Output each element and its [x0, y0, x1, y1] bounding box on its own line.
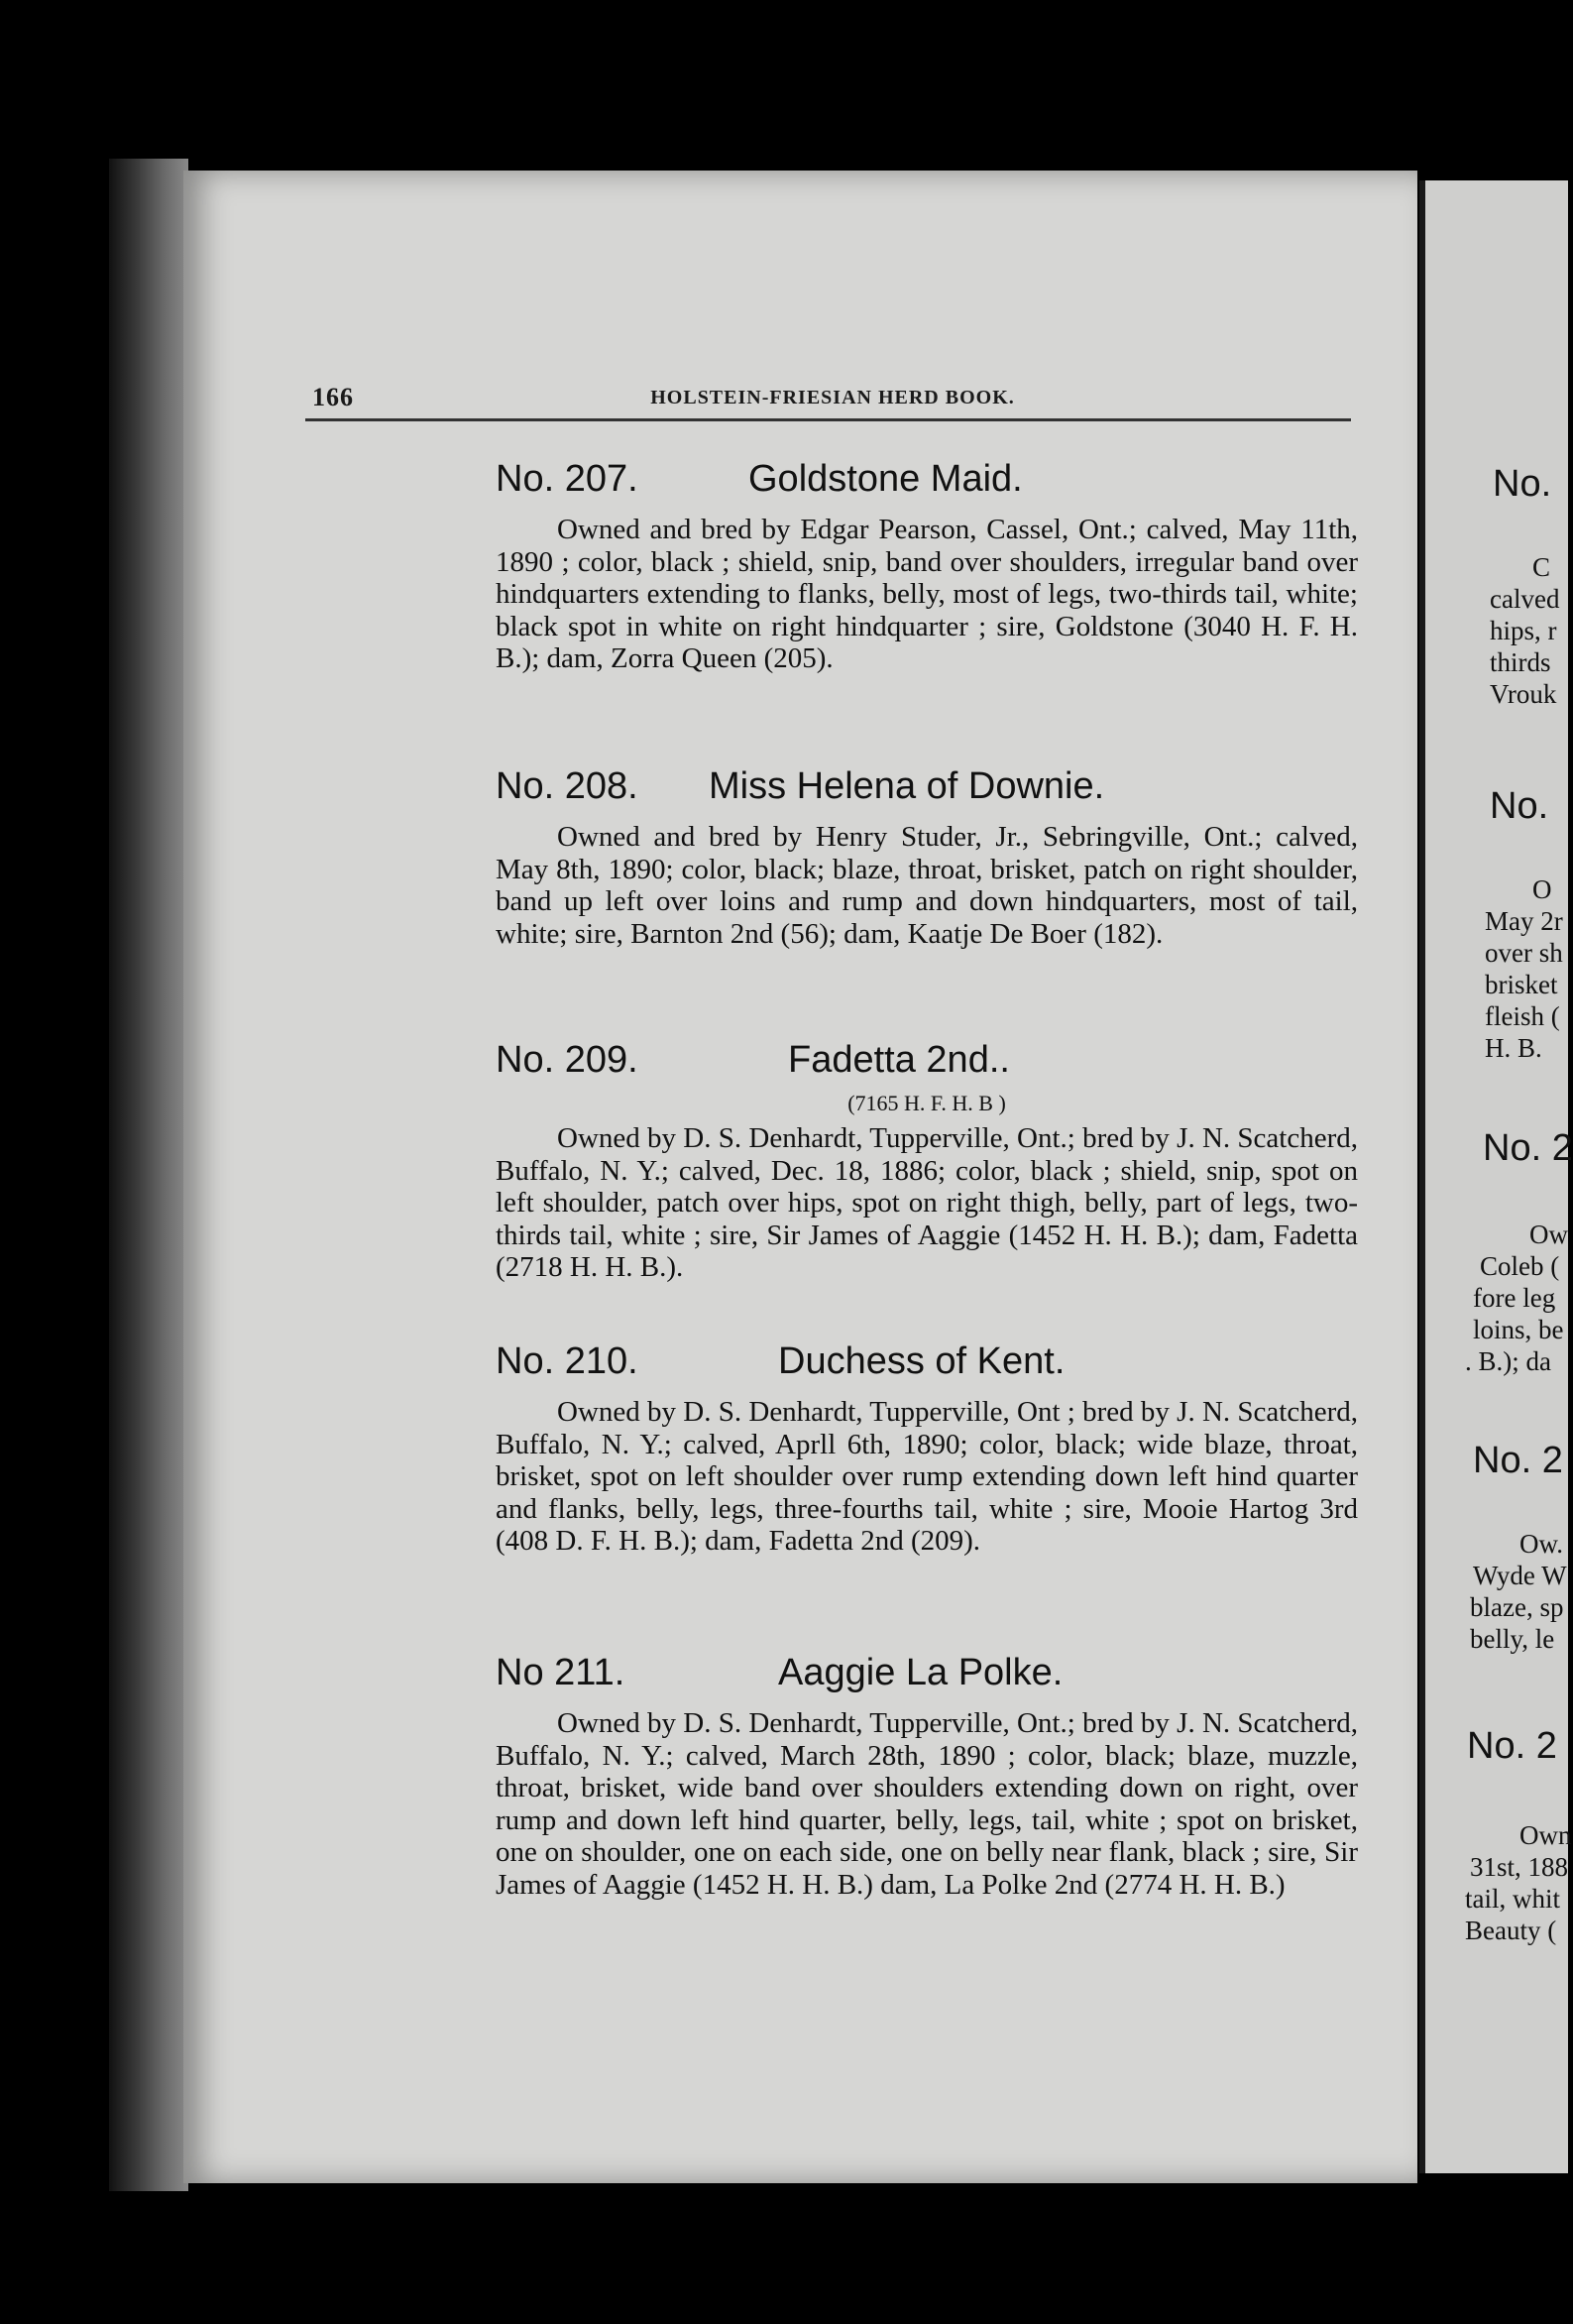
facing-page [1419, 180, 1573, 2173]
entry-number: No. 210. [496, 1340, 638, 1382]
page-header [312, 383, 1353, 418]
facing-text: O [1532, 874, 1552, 904]
facing-text: May 2r [1485, 906, 1563, 936]
facing-text: fleish ( [1485, 1001, 1560, 1031]
facing-text: Coleb ( [1480, 1251, 1560, 1281]
facing-text: No. 2 [1467, 1725, 1557, 1767]
facing-text: loins, be [1473, 1315, 1564, 1344]
facing-text: Vrouk [1490, 679, 1557, 709]
entry-207 [496, 458, 1358, 675]
entry-text: Owned by D. S. Denhardt, Tupperville, Ont ; bred by J. N. Scatcherd, Buffalo, N. Y.; calved, Aprll 6th, 1890; color, black; wide blaze, throat, brisket, spot on left shoulder over rump extending down left hind quarter and flanks, belly, legs, three-fourths tail, white ; sire, Mooie Hartog 3rd (408 D. F. H. B.); dam, Fadetta 2nd (209). [496, 1396, 1358, 1557]
facing-text: tail, whit [1465, 1884, 1560, 1914]
facing-text: No. [1493, 463, 1552, 505]
entry-text: Owned and bred by Henry Studer, Jr., Sebringville, Ont.; calved, May 8th, 1890; color, black; blaze, throat, brisket, patch on right shoulder, band up left over loins and rump and down hindquarters, most of tail, white; sire, Barnton 2nd (56); dam, Kaatje De Boer (182). [496, 821, 1358, 950]
facing-text: No. 2 [1483, 1127, 1573, 1169]
entry-text: Owned by D. S. Denhardt, Tupperville, Ont.; bred by J. N. Scatcherd, Buffalo, N. Y.; calved, Dec. 18, 1886; color, black ; shield, snip, spot on left shoulder, patch over hips, spot on right thigh, belly, part of legs, two-thirds tail, white ; sire, Sir James of Aaggie (1452 H. H. B.); dam, Fadetta (2718 H. H. B.). [496, 1122, 1358, 1283]
facing-text: over sh [1485, 938, 1563, 968]
entry-number: No. 207. [496, 458, 638, 500]
entry-subtitle: (7165 H. F. H. B ) [847, 1091, 1006, 1115]
entry-text: Owned and bred by Edgar Pearson, Cassel, Ont.; calved, May 11th, 1890 ; color, black ; shield, snip, band over shoulders, irregular band over hindquarters extending to flanks, belly, most of legs, two-thirds tail, white; black spot in white on right hindquarter ; sire, Goldstone (3040 H. F. H. B.); dam, Zorra Queen (205). [496, 514, 1358, 674]
facing-text: Own [1519, 1820, 1572, 1850]
facing-text: Ow [1529, 1220, 1568, 1249]
facing-text: H. B. [1485, 1033, 1542, 1063]
entry-number: No 211. [496, 1652, 625, 1693]
book-spine [109, 159, 188, 2191]
entry-name: Goldstone Maid. [748, 458, 1023, 500]
page-number: 166 [312, 383, 354, 411]
entry-211 [496, 1652, 1358, 1901]
entry-210 [496, 1340, 1358, 1558]
entry-209 [496, 1039, 1358, 1284]
facing-text: C [1532, 552, 1551, 582]
facing-text: thirds [1490, 647, 1551, 677]
running-title: HOLSTEIN-FRIESIAN HERD BOOK. [650, 387, 1015, 408]
entry-name: Aaggie La Polke. [778, 1652, 1064, 1693]
facing-text: hips, r [1490, 616, 1557, 645]
facing-text: brisket [1485, 970, 1558, 999]
facing-text: fore leg [1473, 1283, 1556, 1313]
facing-text: Wyde W [1473, 1561, 1567, 1590]
facing-text: 31st, 188 [1470, 1852, 1569, 1882]
facing-text: Ow. [1519, 1529, 1563, 1559]
entry-name: Fadetta 2nd.. [788, 1039, 1010, 1081]
facing-text: No. 2 [1473, 1440, 1563, 1481]
entry-number: No. 208. [496, 765, 638, 807]
facing-text: No. [1490, 785, 1549, 827]
facing-text: blaze, sp [1470, 1592, 1564, 1622]
entry-name: Miss Helena of Downie. [709, 765, 1105, 807]
entry-number: No. 209. [496, 1039, 638, 1081]
facing-text: belly, le [1470, 1624, 1555, 1654]
header-rule [305, 418, 1351, 421]
entry-208 [496, 765, 1358, 950]
entry-text: Owned by D. S. Denhardt, Tupperville, Ont.; bred by J. N. Scatcherd, Buffalo, N. Y.; calved, March 28th, 1890 ; color, black; blaze, muzzle, throat, brisket, wide band over shoulders extending down on right, over rump and down left hind quarter, belly, legs, tail, white ; spot on brisket, one on shoulder, one on each side, one on belly near flank, black ; sire, Sir James of Aaggie (1452 H. H. B.) dam, La Polke 2nd (2774 H. H. B.) [496, 1707, 1358, 1901]
facing-text: Beauty ( [1465, 1916, 1557, 1945]
facing-text: calved [1490, 584, 1560, 614]
entry-name: Duchess of Kent. [778, 1340, 1066, 1382]
facing-text: . B.); da [1465, 1346, 1551, 1376]
